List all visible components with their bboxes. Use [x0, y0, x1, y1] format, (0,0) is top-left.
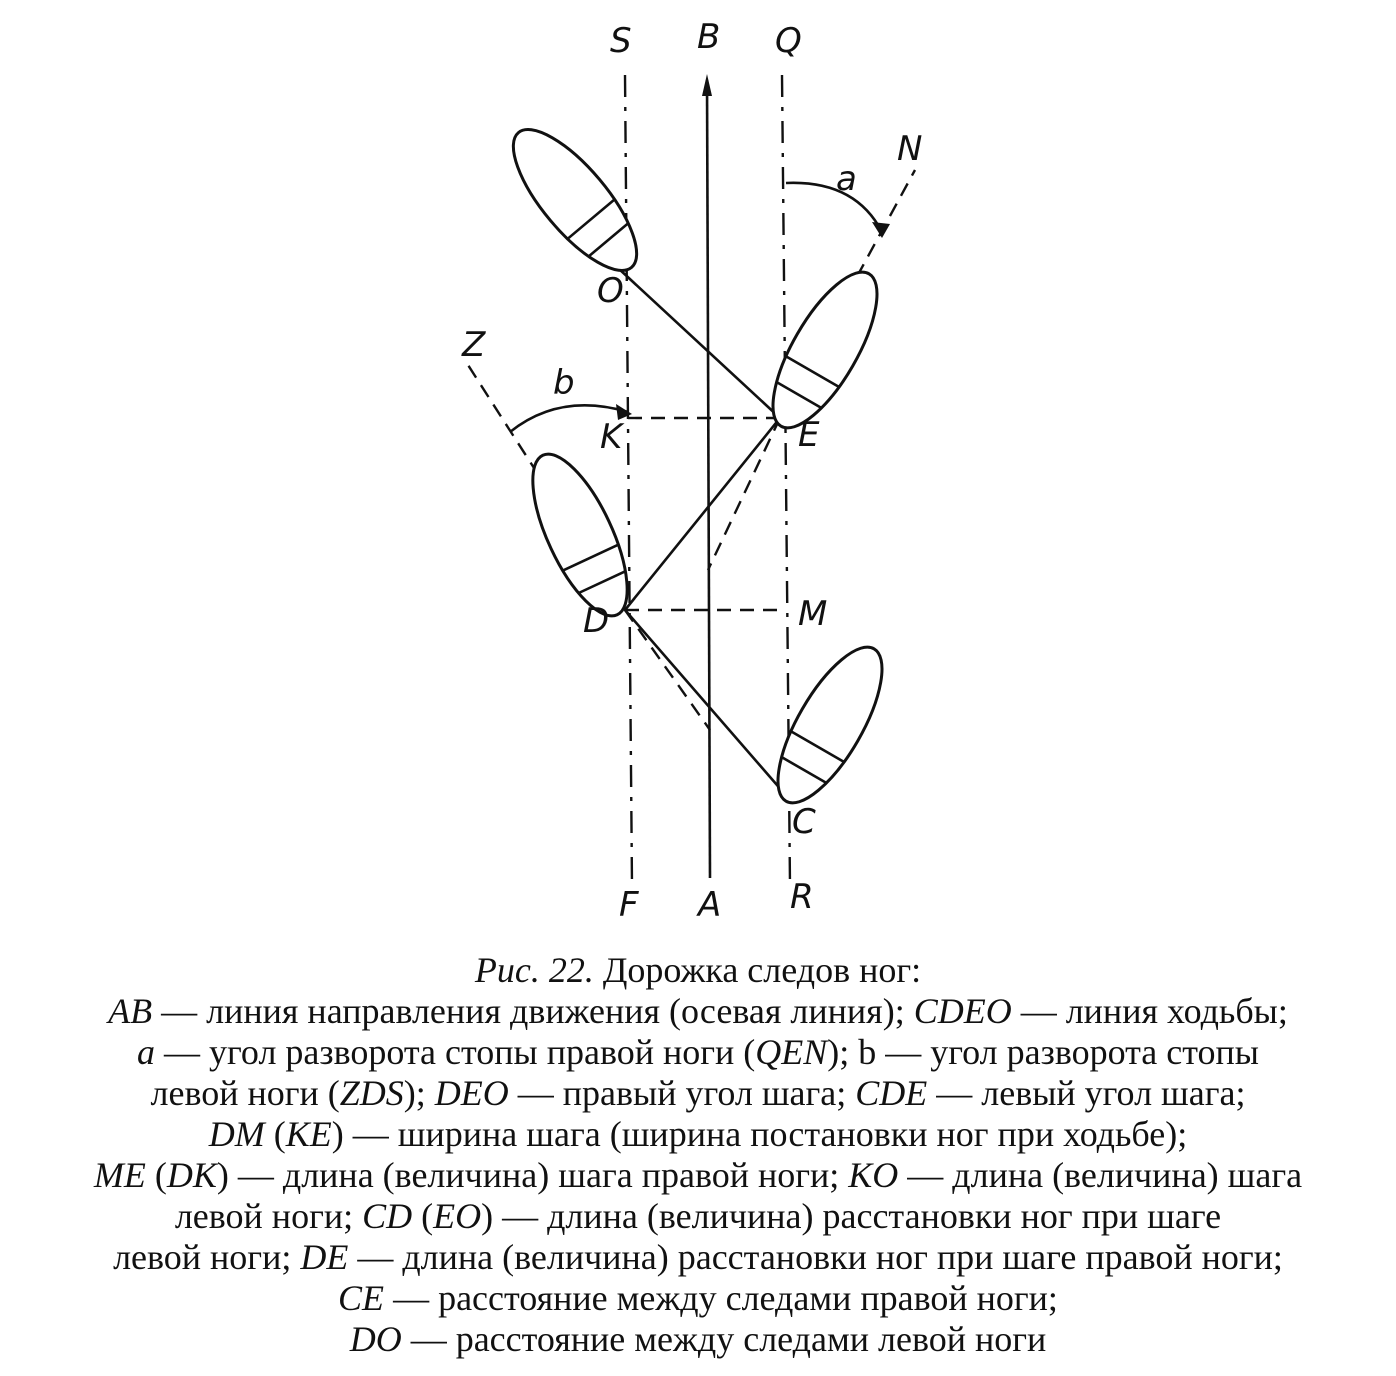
footprint-left-lower — [514, 442, 646, 629]
label-M: M — [798, 594, 828, 634]
caption-line-9: DO — расстояние между следами левой ноги — [349, 1319, 1047, 1359]
angle-a-arc — [786, 183, 882, 232]
label-F: F — [619, 885, 639, 925]
label-Z: Z — [462, 325, 486, 365]
label-K: K — [600, 417, 623, 457]
label-A: A — [698, 885, 722, 925]
label-S: S — [610, 21, 632, 61]
caption-line-8: CE — расстояние между следами правой ноги; — [338, 1278, 1058, 1318]
caption-line-7: левой ноги; DE — длина (величина) расстановки ног при шаге правой ноги; — [113, 1237, 1283, 1277]
line-AB — [707, 80, 710, 878]
label-Q: Q — [775, 21, 802, 61]
label-C: C — [792, 802, 816, 842]
footprint-right-upper — [753, 258, 896, 442]
label-N: N — [897, 129, 923, 169]
caption-line-4: DM (KE) — ширина шага (ширина постановки ног при ходьбе); — [208, 1114, 1188, 1154]
label-R: R — [790, 877, 814, 917]
caption-line-1: AB — линия направления движения (осевая линия); CDEO — линия ходьбы; — [108, 991, 1288, 1031]
caption-title: Рис. 22. Дорожка следов ног: — [474, 950, 922, 990]
label-a: a — [836, 159, 857, 199]
figure-caption — [20, 950, 1376, 1360]
line-D-axis-down — [625, 610, 710, 730]
angle-a-arrowhead — [872, 222, 890, 238]
label-O: O — [597, 271, 624, 311]
arrow-B — [702, 74, 712, 96]
line-SF — [625, 75, 632, 885]
caption-line-5: ME (DK) — длина (величина) шага правой ноги; KO — длина (величина) шага — [93, 1155, 1303, 1195]
footprint-left-upper — [494, 112, 656, 288]
label-b: b — [553, 363, 575, 403]
label-B: B — [697, 17, 721, 57]
caption-line-3: левой ноги (ZDS); DEO — правый угол шага; CDE — левый угол шага; — [150, 1073, 1246, 1113]
caption-line-6: левой ноги; CD (EO) — длина (величина) расстановки ног при шаге — [174, 1196, 1222, 1236]
footprint-right-lower — [758, 633, 901, 817]
label-E: E — [798, 415, 820, 455]
caption-line-2: a — угол разворота стопы правой ноги (QEN); b — угол разворота стопы — [137, 1032, 1259, 1072]
walking-line — [618, 268, 790, 800]
label-D: D — [583, 601, 610, 641]
